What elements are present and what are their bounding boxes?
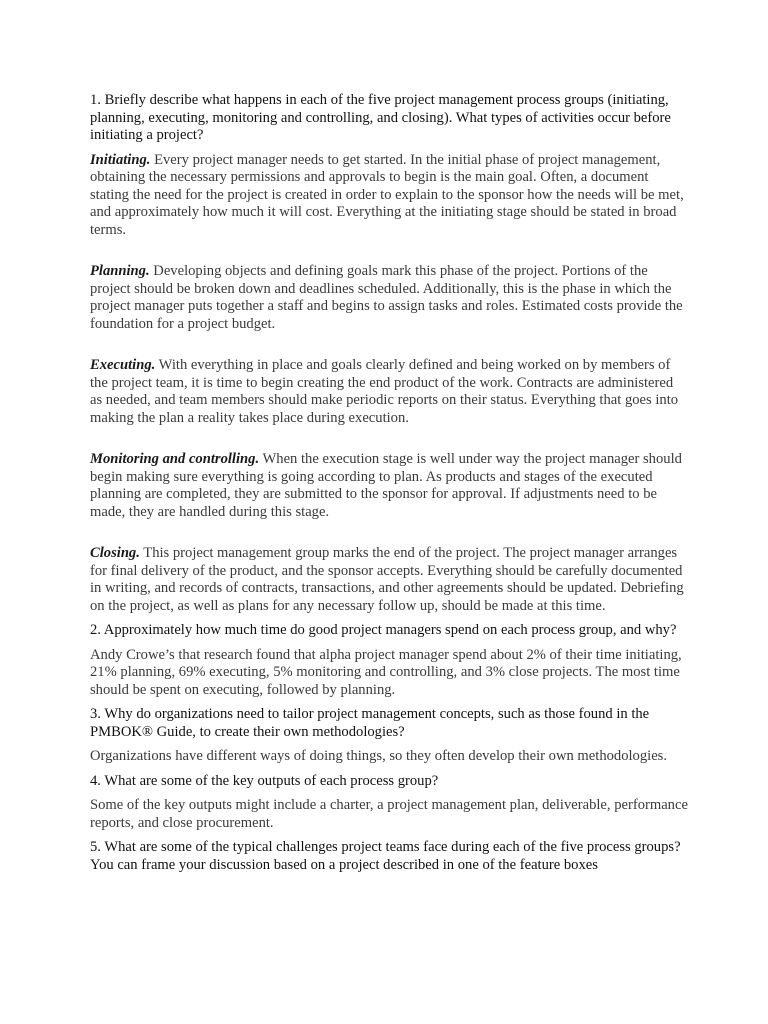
question-3: 3. Why do organizations need to tailor project management concepts, such as those found in the PMBOK® Guide, to create their own methodologies? xyxy=(90,706,650,740)
section-text-initiating: Every project manager needs to get started. In the initial phase of project management, obtaining the necessary permissions and approvals to begin is the main goal. Often, a document stating the need for the project is created in order to explain to the sponsor how the needs will be met, and approximately how much it will cost. Everything at the initiating stage should be stated in broad terms. xyxy=(90,151,684,238)
section-monitoring xyxy=(90,451,688,521)
section-heading-monitoring: Monitoring and controlling. xyxy=(90,451,260,467)
answer-4: Some of the key outputs might include a charter, a project management plan, deliverable, performance reports, and close procurement. xyxy=(90,797,688,831)
section-executing xyxy=(90,357,688,427)
section-heading-closing: Closing. xyxy=(90,545,140,561)
section-heading-planning: Planning. xyxy=(90,263,150,279)
section-heading-initiating: Initiating. xyxy=(90,151,151,168)
section-text-monitoring: When the execution stage is well under way the project manager should begin making sure everything is going according to plan. As products and stages of the executed planning are completed, they are submitted to the sponsor for approval. If adjustments need to be made, they are handled during this stage. xyxy=(90,451,682,520)
section-planning xyxy=(90,263,688,333)
section-initiating xyxy=(90,152,688,240)
section-closing xyxy=(90,545,688,615)
answer-2: Andy Crowe’s that research found that alpha project manager spend about 2% of their time initiating, 21% planning, 69% executing, 5% monitoring and controlling, and 3% close projects. The most time should be spent on executing, followed by planning. xyxy=(90,646,682,698)
question-2: 2. Approximately how much time do good project managers spend on each process group, and why? xyxy=(90,622,677,638)
question-5: 5. What are some of the typical challenges project teams face during each of the five process groups? You can frame your discussion based on a project described in one of the feature boxes xyxy=(90,839,681,873)
question-4: 4. What are some of the key outputs of each process group? xyxy=(90,772,439,789)
section-text-executing: With everything in place and goals clearly defined and being worked on by members of the project team, it is time to begin creating the end product of the work. Contracts are administered as needed, and team members should make periodic reports on their status. Everything that goes into making the plan a reality takes place during execution. xyxy=(90,357,679,426)
section-text-planning: Developing objects and defining goals mark this phase of the project. Portions of the project should be broken down and deadlines scheduled. Additionally, this is the phase in which the project manager puts together a staff and begins to assign tasks and roles. Estimated costs provide the foundation for a project budget. xyxy=(90,263,683,332)
section-heading-executing: Executing. xyxy=(90,357,156,373)
section-text-closing: This project management group marks the end of the project. The project manager arranges for final delivery of the product, and the sponsor accepts. Everything should be carefully documented in writing, and records of contracts, transactions, and other agreements should be updated. Debriefing on the project, as well as plans for any necessary follow up, should be made at this time. xyxy=(90,545,684,614)
answer-3: Organizations have different ways of doing things, so they often develop their own methodologies. xyxy=(90,748,668,764)
question-1: 1. Briefly describe what happens in each of the five project management process groups (initiating, planning, executing, monitoring and controlling, and closing). What types of activities occur before initiating a project? xyxy=(90,92,671,143)
